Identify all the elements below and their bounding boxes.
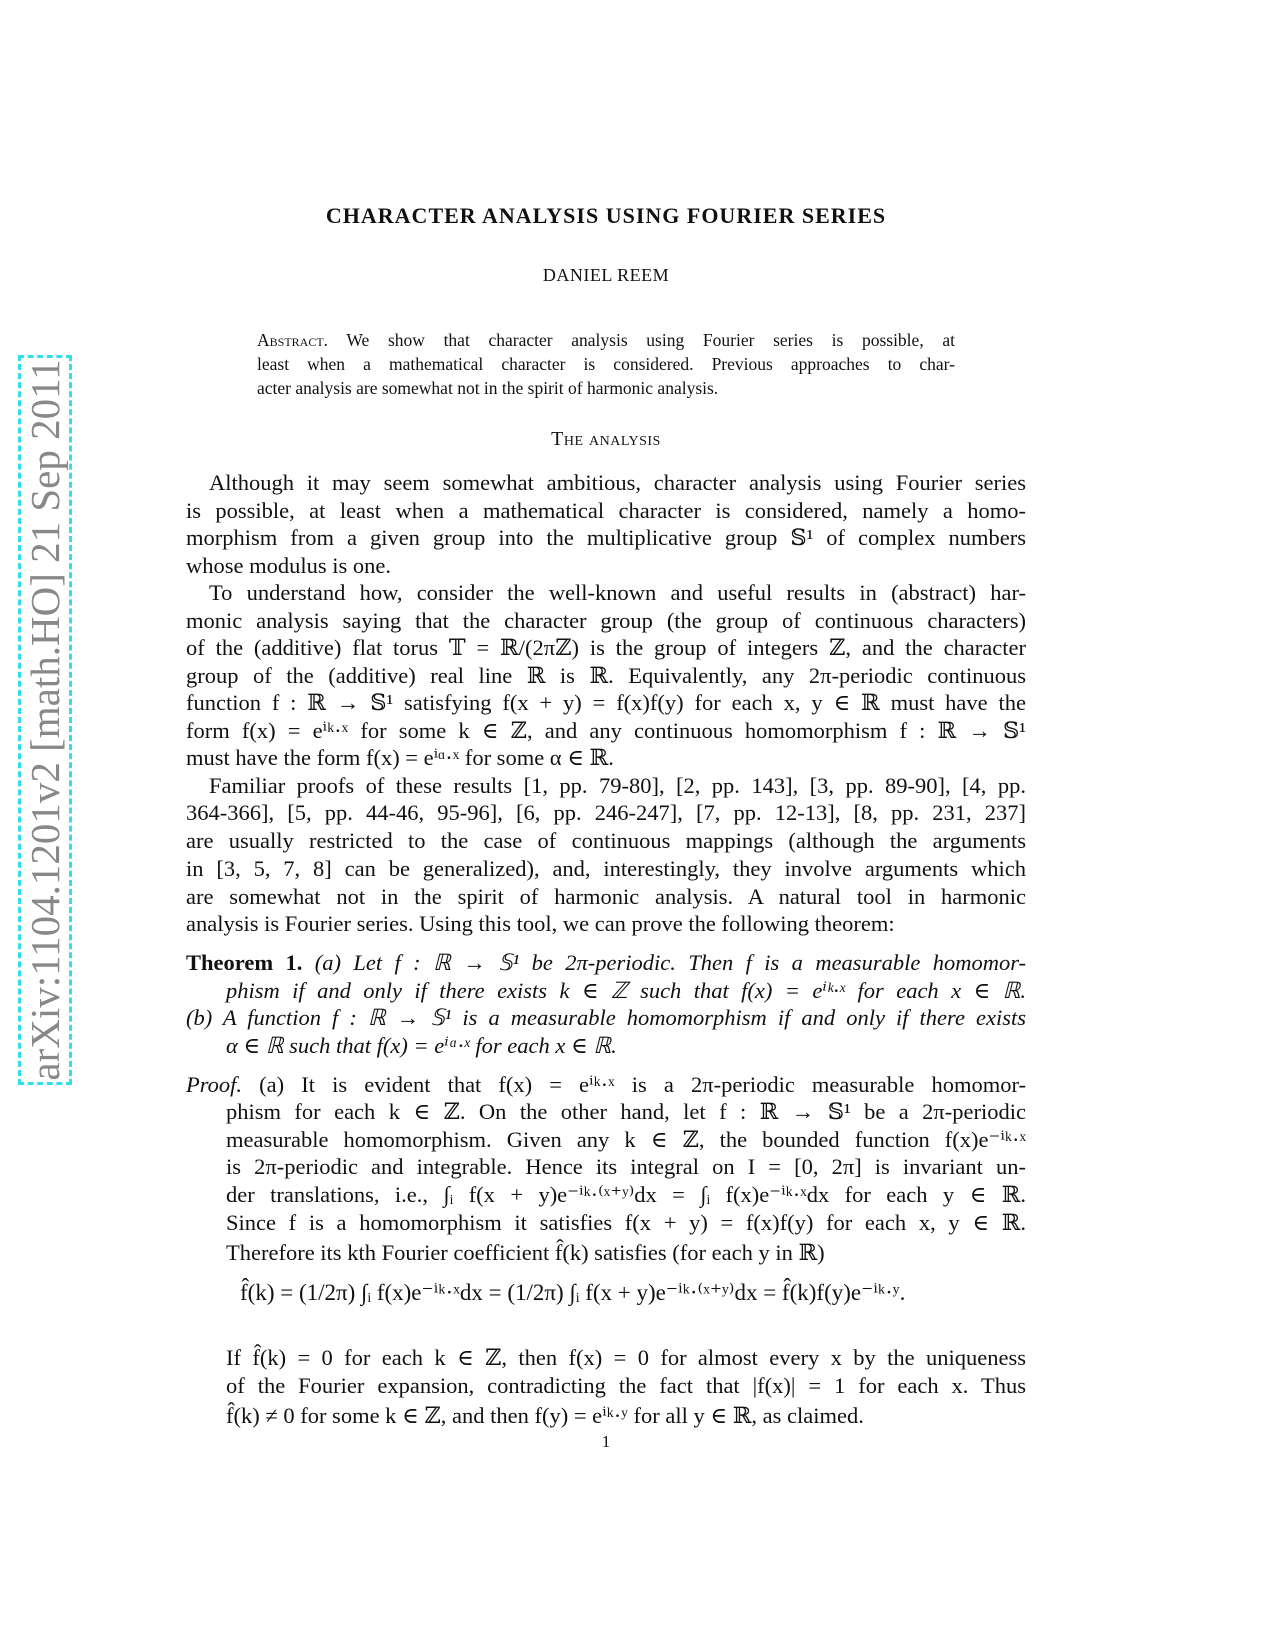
text-line: If f̂(k) = 0 for each k ∈ ℤ, then f(x) = 0 for almost every x by the uniqueness xyxy=(226,1345,1026,1370)
text-line: group of the (additive) real line ℝ is ℝ. Equivalently, any 2π-periodic continuous xyxy=(186,663,1026,688)
text-line: 364-366], [5, pp. 44-46, 95-96], [6, pp. 246-247], [7, pp. 12-13], [8, pp. 231, 237] xyxy=(186,800,1026,825)
text-line: (a) Let f : ℝ → 𝕊¹ be 2π-periodic. Then f is a measurable homomor- xyxy=(314,950,1026,975)
abstract-line: acter analysis are somewhat not in the spirit of harmonic analysis. xyxy=(257,378,719,398)
text-line: whose modulus is one. xyxy=(186,553,391,578)
text-line: der translations, i.e., ∫ᵢ f(x + y)e⁻ⁱᵏ·⁽ˣ⁺ʸ⁾dx = ∫ᵢ f(x)e⁻ⁱᵏ·ˣdx for each y ∈ ℝ. xyxy=(226,1182,1026,1207)
text-line: morphism from a given group into the multiplicative group 𝕊¹ of complex numbers xyxy=(186,525,1026,550)
text-line: (a) It is evident that f(x) = eⁱᵏ·ˣ is a 2π-periodic measurable homomor- xyxy=(259,1072,1027,1097)
text-line: in [3, 5, 7, 8] can be generalized), and, interestingly, they involve arguments which xyxy=(186,856,1026,881)
text-line: Therefore its kth Fourier coefficient f̂(k) satisfies (for each y in ℝ) xyxy=(226,1240,825,1265)
text-line: measurable homomorphism. Given any k ∈ ℤ, the bounded function f(x)e⁻ⁱᵏ·ˣ xyxy=(226,1127,1026,1152)
text-line: is possible, at least when a mathematical character is considered, namely a homo- xyxy=(186,498,1026,523)
text-line: of the Fourier expansion, contradicting the fact that |f(x)| = 1 for each x. Thus xyxy=(226,1373,1026,1398)
text-line: Familiar proofs of these results [1, pp. 79-80], [2, pp. 143], [3, pp. 89-90], [4, pp. xyxy=(209,773,1026,798)
author: DANIEL REEM xyxy=(542,265,670,285)
page-number: 1 xyxy=(601,1432,611,1451)
paper-title: CHARACTER ANALYSIS USING FOURIER SERIES xyxy=(325,203,887,228)
theorem-label: Theorem 1. xyxy=(186,950,303,975)
abstract-line: We show that character analysis using Fourier series is possible, at xyxy=(346,330,955,350)
fourier-coefficient-equation: f̂(k) = (1/2π) ∫ᵢ f(x)e⁻ⁱᵏ·ˣdx = (1/2π) ∫ᵢ f(x + y)e⁻ⁱᵏ·⁽ˣ⁺ʸ⁾dx = f̂(k)f(y)e⁻ⁱᵏ·ʸ. xyxy=(240,1280,906,1305)
abstract-label: Abstract. xyxy=(257,330,329,350)
text-line: Although it may seem somewhat ambitious, character analysis using Fourier series xyxy=(209,470,1026,495)
text-line: must have the form f(x) = eⁱᵅ·ˣ for some α ∈ ℝ. xyxy=(186,745,614,770)
text-line: is 2π-periodic and integrable. Hence its integral on I = [0, 2π] is invariant un- xyxy=(226,1154,1026,1179)
section-title: The analysis xyxy=(551,428,661,450)
text-line: phism for each k ∈ ℤ. On the other hand, let f : ℝ → 𝕊¹ be a 2π-periodic xyxy=(226,1099,1026,1124)
abstract-line: least when a mathematical character is considered. Previous approaches to char- xyxy=(257,354,955,374)
text-line: analysis is Fourier series. Using this tool, we can prove the following theorem: xyxy=(186,911,895,936)
text-line: form f(x) = eⁱᵏ·ˣ for some k ∈ ℤ, and any continuous homomorphism f : ℝ → 𝕊¹ xyxy=(186,718,1026,743)
text-line: (b) A function f : ℝ → 𝕊¹ is a measurable homomorphism if and only if there exists xyxy=(186,1005,1026,1030)
text-line: phism if and only if there exists k ∈ ℤ such that f(x) = eⁱᵏ·ˣ for each x ∈ ℝ. xyxy=(226,978,1026,1003)
arxiv-identifier: arXiv:1104.1201v2 [math.HO] 21 Sep 2011 xyxy=(22,359,68,1081)
arxiv-stamp xyxy=(18,355,72,1085)
text-line: function f : ℝ → 𝕊¹ satisfying f(x + y) = f(x)f(y) for each x, y ∈ ℝ must have the xyxy=(186,690,1026,715)
text-line: To understand how, consider the well-known and useful results in (abstract) har- xyxy=(209,580,1026,605)
text-line: are somewhat not in the spirit of harmonic analysis. A natural tool in harmonic xyxy=(186,884,1026,909)
proof-label: Proof. xyxy=(186,1072,243,1097)
text-line: of the (additive) flat torus 𝕋 = ℝ/(2πℤ) is the group of integers ℤ, and the character xyxy=(186,635,1026,660)
text-line: Since f is a homomorphism it satisfies f(x + y) = f(x)f(y) for each x, y ∈ ℝ. xyxy=(226,1210,1026,1235)
text-line: f̂(k) ≠ 0 for some k ∈ ℤ, and then f(y) = eⁱᵏ·ʸ for all y ∈ ℝ, as claimed. xyxy=(226,1403,864,1428)
text-line: monic analysis saying that the character group (the group of continuous characters) xyxy=(186,608,1026,633)
text-line: α ∈ ℝ such that f(x) = eⁱᵅ·ˣ for each x ∈ ℝ. xyxy=(226,1033,617,1058)
text-line: are usually restricted to the case of continuous mappings (although the arguments xyxy=(186,828,1026,853)
